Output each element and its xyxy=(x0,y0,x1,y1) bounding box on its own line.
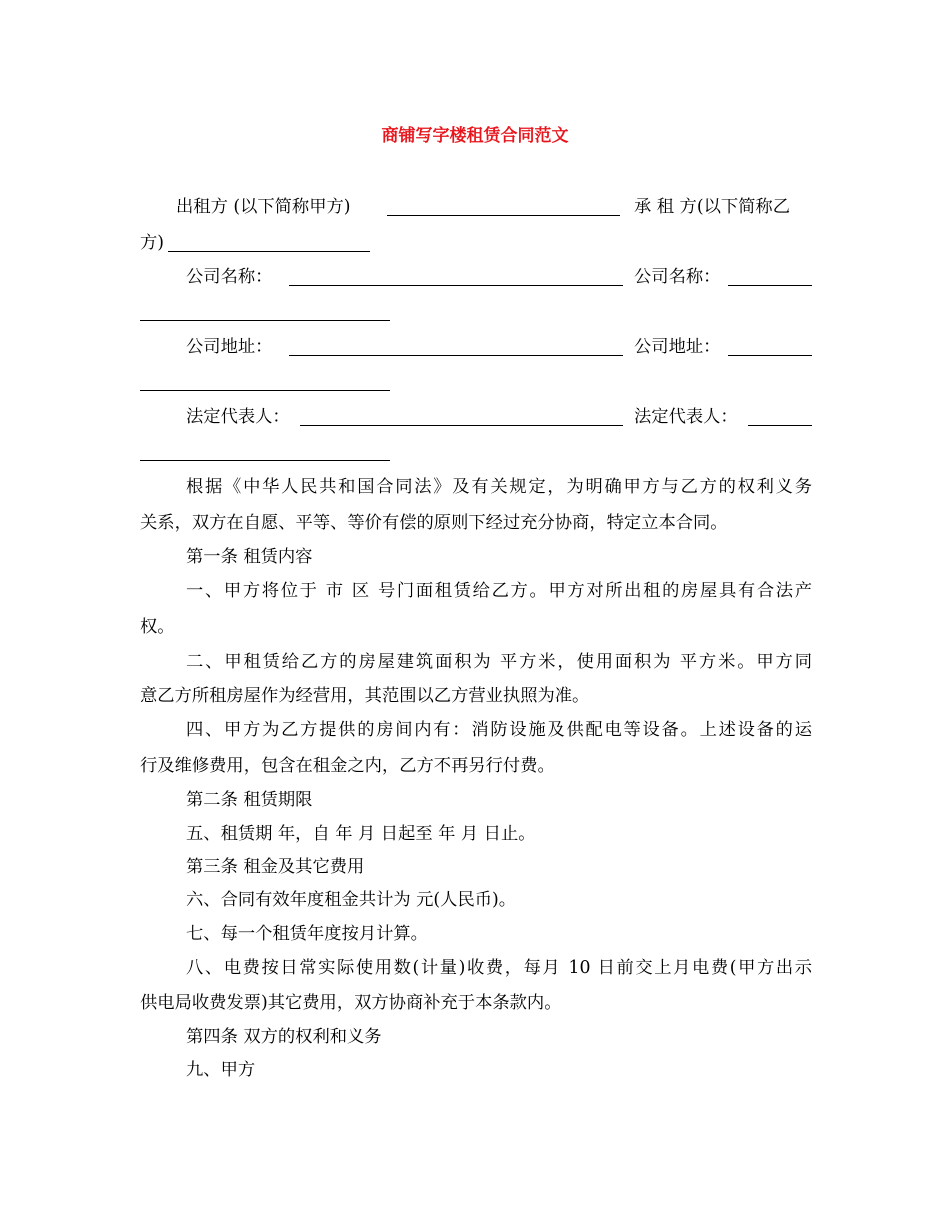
article-3-item-8-line2: 供电局收费发票)其它费用，双方协商补充于本条款内。 xyxy=(140,993,562,1013)
article-4-heading: 第四条 双方的权利和义务 xyxy=(186,1027,382,1047)
lessee-label-part2: 方) xyxy=(140,233,165,253)
article-2-item-5: 五、租赁期 年，自 年 月 日起至 年 月 日止。 xyxy=(186,824,536,844)
lessee-blank xyxy=(168,235,370,252)
article-1-item-1-line1: 一、甲方将位于 市 区 号门面租赁给乙方。甲方对所出租的房屋具有合法产 xyxy=(186,581,812,601)
lessor-company-name-blank xyxy=(289,269,623,286)
lessor-company-address-blank xyxy=(289,339,623,356)
article-1-item-2-line2: 意乙方所租房屋作为经营用，其范围以乙方营业执照为准。 xyxy=(140,686,590,706)
article-1-item-4-line2: 行及维修费用，包含在租金之内，乙方不再另行付费。 xyxy=(140,756,555,776)
lessee-company-address-label: 公司地址： xyxy=(634,337,721,357)
lessee-company-name-label: 公司名称： xyxy=(634,267,721,287)
lessor-label: 出租方 (以下简称甲方) xyxy=(176,197,351,217)
document-title: 商铺写字楼租赁合同范文 xyxy=(381,126,569,146)
article-3-heading: 第三条 租金及其它费用 xyxy=(186,857,365,877)
lessor-legal-rep-label: 法定代表人： xyxy=(186,407,290,427)
lessee-company-name-blank xyxy=(728,269,812,286)
lessor-legal-rep-blank xyxy=(300,409,623,426)
article-1-item-1-line2: 权。 xyxy=(140,617,175,637)
lessor-company-address-label: 公司地址： xyxy=(186,337,273,357)
article-1-item-2-line1: 二、甲租赁给乙方的房屋建筑面积为 平方米，使用面积为 平方米。甲方同 xyxy=(186,652,812,672)
intro-paragraph-line1: 根据《中华人民共和国合同法》及有关规定，为明确甲方与乙方的权利义务 xyxy=(186,477,812,497)
lessee-company-address-blank xyxy=(728,339,812,356)
article-4-item-9: 九、甲方 xyxy=(186,1060,256,1080)
lessee-legal-rep-blank-cont xyxy=(140,444,390,461)
lessor-blank xyxy=(387,199,620,216)
lessee-company-name-blank-cont xyxy=(140,304,390,321)
article-3-item-7: 七、每一个租赁年度按月计算。 xyxy=(186,924,428,944)
article-3-item-8-line1: 八、电费按日常实际使用数(计量)收费，每月 10 日前交上月电费(甲方出示 xyxy=(186,958,812,978)
article-1-item-4-line1: 四、甲方为乙方提供的房间内有：消防设施及供配电等设备。上述设备的运 xyxy=(186,720,812,740)
intro-paragraph-line2: 关系，双方在自愿、平等、等价有偿的原则下经过充分协商，特定立本合同。 xyxy=(140,513,728,533)
article-3-item-6: 六、合同有效年度租金共计为 元(人民币)。 xyxy=(186,890,517,910)
lessor-company-name-label: 公司名称： xyxy=(186,267,273,287)
lessee-label-part1: 承 租 方(以下简称乙 xyxy=(634,197,790,217)
lessee-company-address-blank-cont xyxy=(140,374,390,391)
lessee-legal-rep-blank xyxy=(748,409,812,426)
article-1-heading: 第一条 租赁内容 xyxy=(186,547,313,567)
article-2-heading: 第二条 租赁期限 xyxy=(186,790,313,810)
lessee-legal-rep-label: 法定代表人： xyxy=(634,407,738,427)
